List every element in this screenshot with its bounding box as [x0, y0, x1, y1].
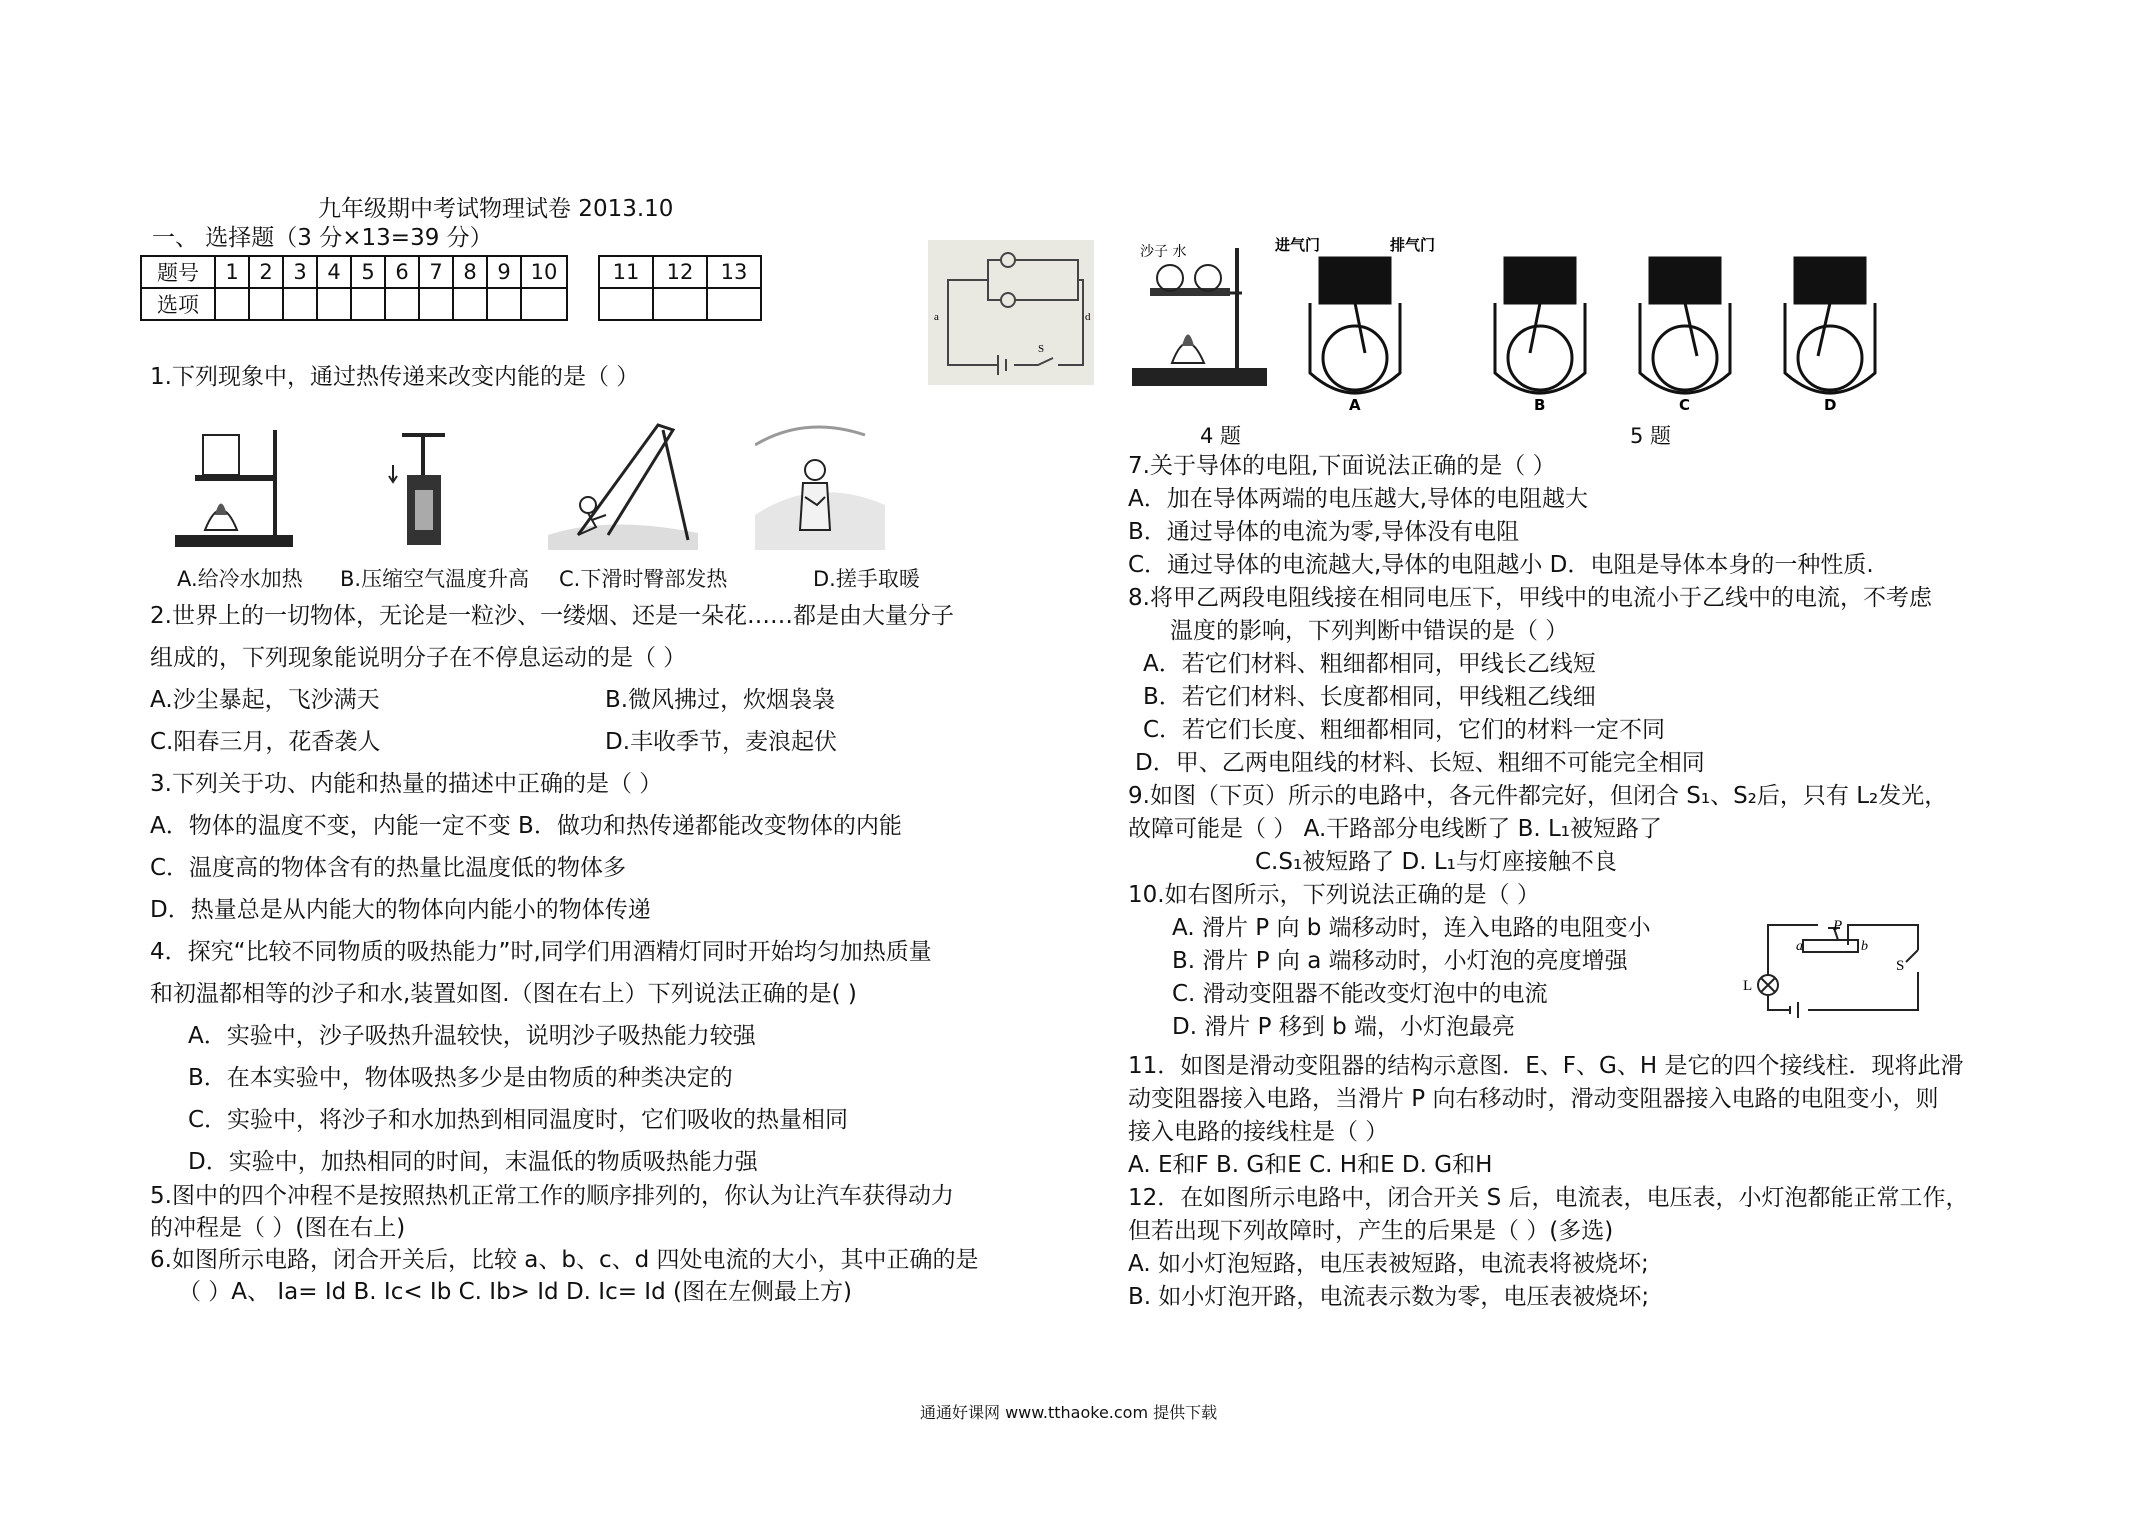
- question-number: 11: [599, 256, 653, 288]
- answer-cell[interactable]: [707, 288, 761, 320]
- q2-option-a: A.沙尘暴起，飞沙满天: [150, 687, 380, 713]
- question-number: 7: [419, 256, 453, 288]
- question-number: 13: [707, 256, 761, 288]
- answer-cell[interactable]: [249, 288, 283, 320]
- fig-label: D: [1824, 396, 1837, 413]
- q8-option-d: D．甲、乙两电阻线的材料、长短、粗细不可能完全相同: [1135, 750, 1705, 776]
- q12-option-a: A. 如小灯泡短路，电压表被短路，电流表将被烧坏;: [1128, 1251, 1649, 1277]
- answer-cell[interactable]: [283, 288, 317, 320]
- question-2-line1: 2.世界上的一切物体，无论是一粒沙、一缕烟、还是一朵花……都是由大量分子: [150, 603, 954, 629]
- q3-option-d: D．热量总是从内能大的物体向内能小的物体传递: [150, 897, 651, 923]
- q4-apparatus-figure: [1132, 228, 1267, 390]
- question-number: 1: [215, 256, 249, 288]
- q3-option-c: C．温度高的物体含有的热量比温度低的物体多: [150, 855, 627, 881]
- question-number: 6: [385, 256, 419, 288]
- fig-label: 沙子 水: [1140, 244, 1187, 260]
- fig-label: P: [1833, 918, 1843, 934]
- q10-option-b: B. 滑片 P 向 a 端移动时，小灯泡的亮度增强: [1172, 948, 1628, 974]
- question-8-line2: 温度的影响，下列判断中错误的是（ ）: [1170, 618, 1569, 644]
- question-4-line2: 和初温都相等的沙子和水,装置如图.（图在右上）下列说法正确的是( ): [150, 981, 857, 1007]
- question-number: 3: [283, 256, 317, 288]
- fig-label: d: [1085, 311, 1091, 323]
- question-6-line1: 6.如图所示电路，闭合开关后，比较 a、b、c、d 四处电流的大小，其中正确的是: [150, 1247, 979, 1273]
- question-9-line3: C.S₁被短路了 D. L₁与灯座接触不良: [1255, 849, 1617, 875]
- question-10: 10.如右图所示，下列说法正确的是（ ）: [1128, 882, 1540, 908]
- fig-label: 进气门: [1275, 236, 1321, 254]
- fig-label: a: [934, 311, 939, 323]
- q8-option-b: B．若它们材料、长度都相同，甲线粗乙线细: [1143, 684, 1596, 710]
- question-number: 4: [317, 256, 351, 288]
- q7-options-cd: C．通过导体的电流越大,导体的电阻越小 D．电阻是导体本身的一种性质.: [1128, 552, 1874, 578]
- fig-label: A: [1349, 396, 1361, 413]
- q1-image-b: [385, 420, 460, 550]
- question-1: 1.下列现象中，通过热传递来改变内能的是（ ）: [150, 364, 640, 390]
- q12-option-b: B. 如小灯泡开路，电流表示数为零，电压表被烧坏;: [1128, 1284, 1650, 1310]
- q10-option-d: D. 滑片 P 移到 b 端，小灯泡最亮: [1172, 1014, 1516, 1040]
- q8-option-c: C．若它们长度、粗细都相同，它们的材料一定不同: [1143, 717, 1666, 743]
- question-4-line1: 4．探究“比较不同物质的吸热能力”时,同学们用酒精灯同时开始均匀加热质量: [150, 939, 932, 965]
- q1-image-c: [548, 415, 698, 550]
- fig-label: C: [1679, 396, 1691, 413]
- question-12-line2: 但若出现下列故障时，产生的后果是（ ）(多选): [1128, 1218, 1614, 1244]
- question-12-line1: 12．在如图所示电路中，闭合开关 S 后，电流表，电压表，小灯泡都能正常工作，: [1128, 1185, 1969, 1211]
- question-6-line2: （ ）A、 Ia= Id B. Ic< Ib C. Ib> Id D. Ic= Id (图在左侧最上方): [178, 1279, 852, 1305]
- q10-option-a: A. 滑片 P 向 b 端移动时，连入电路的电阻变小: [1172, 915, 1651, 941]
- fig-label: S: [1038, 343, 1045, 355]
- q11-options: A. E和F B. G和E C. H和E D. G和H: [1128, 1152, 1493, 1178]
- fig-label: a: [1796, 939, 1803, 954]
- q5-engine-figure: [1275, 228, 1935, 413]
- answer-cell[interactable]: [521, 288, 567, 320]
- question-11-line1: 11．如图是滑动变阻器的结构示意图．E、F、G、H 是它的四个接线柱．现将此滑: [1128, 1053, 1964, 1079]
- question-3: 3.下列关于功、内能和热量的描述中正确的是（ ）: [150, 771, 663, 797]
- answer-cell[interactable]: [453, 288, 487, 320]
- q1-caption-a: A.给冷水加热: [177, 567, 303, 591]
- question-number: 8: [453, 256, 487, 288]
- q2-option-c: C.阳春三月，花香袭人: [150, 729, 381, 755]
- fig5-caption: 5 题: [1630, 424, 1672, 448]
- answer-cell[interactable]: [487, 288, 521, 320]
- question-number: 10: [521, 256, 567, 288]
- question-5-line2: 的冲程是（ ）(图在右上): [150, 1215, 406, 1241]
- question-2-line2: 组成的，下列现象能说明分子在不停息运动的是（ ）: [150, 645, 687, 671]
- question-9-line1: 9.如图（下页）所示的电路中，各元件都完好，但闭合 S₁、S₂后，只有 L₂发光，: [1128, 783, 1948, 809]
- q1-image-a: [175, 420, 293, 550]
- question-5-line1: 5.图中的四个冲程不是按照热机正常工作的顺序排列的，你认为让汽车获得动力: [150, 1183, 954, 1209]
- answer-cell[interactable]: [419, 288, 453, 320]
- q2-option-d: D.丰收季节，麦浪起伏: [605, 729, 838, 755]
- row-label: 选项: [141, 288, 215, 320]
- q2-option-b: B.微风拂过，炊烟袅袅: [605, 687, 836, 713]
- q4-option-d: D．实验中，加热相同的时间，末温低的物质吸热能力强: [188, 1149, 758, 1175]
- section-heading: 一、 选择题（3 分×13=39 分）: [152, 225, 493, 251]
- question-9-line2: 故障可能是（ ） A.干路部分电线断了 B. L₁被短路了: [1128, 816, 1663, 842]
- answer-cell[interactable]: [215, 288, 249, 320]
- question-number: 2: [249, 256, 283, 288]
- q10-option-c: C. 滑动变阻器不能改变灯泡中的电流: [1172, 981, 1548, 1007]
- question-number: 5: [351, 256, 385, 288]
- q7-option-b: B．通过导体的电流为零,导体没有电阻: [1128, 519, 1520, 545]
- question-number: 12: [653, 256, 707, 288]
- exam-title: 九年级期中考试物理试卷 2013.10: [318, 196, 674, 222]
- question-7: 7.关于导体的电阻,下面说法正确的是（ ）: [1128, 453, 1556, 479]
- answer-cell[interactable]: [317, 288, 351, 320]
- answer-table-2: [598, 255, 762, 321]
- fig-label: 排气门: [1390, 236, 1436, 254]
- q4-option-c: C．实验中，将沙子和水加热到相同温度时，它们吸收的热量相同: [188, 1107, 849, 1133]
- q10-circuit-figure: [1728, 910, 1933, 1030]
- q6-circuit-figure: [928, 240, 1094, 385]
- fig-label: B: [1534, 396, 1546, 413]
- q4-option-b: B．在本实验中，物体吸热多少是由物质的种类决定的: [188, 1065, 733, 1091]
- q1-caption-b: B.压缩空气温度升高: [340, 567, 530, 591]
- fig4-caption: 4 题: [1200, 424, 1242, 448]
- q1-caption-d: D.搓手取暖: [813, 567, 920, 591]
- q1-caption-c: C.下滑时臀部发热: [559, 567, 728, 591]
- answer-cell[interactable]: [385, 288, 419, 320]
- q7-option-a: A．加在导体两端的电压越大,导体的电阻越大: [1128, 486, 1589, 512]
- fig-label: L: [1743, 978, 1753, 994]
- answer-table: [140, 255, 568, 321]
- question-number: 9: [487, 256, 521, 288]
- footer-credit: 通通好课网 www.tthaoke.com 提供下载: [920, 1403, 1218, 1422]
- answer-cell[interactable]: [653, 288, 707, 320]
- fig-label: S: [1896, 958, 1905, 974]
- answer-cell[interactable]: [599, 288, 653, 320]
- answer-cell[interactable]: [351, 288, 385, 320]
- q8-option-a: A．若它们材料、粗细都相同，甲线长乙线短: [1143, 651, 1596, 677]
- question-11-line3: 接入电路的接线柱是（ ）: [1128, 1119, 1389, 1145]
- fig-label: b: [1861, 939, 1868, 954]
- row-label: 题号: [141, 256, 215, 288]
- question-11-line2: 动变阻器接入电路，当滑片 P 向右移动时，滑动变阻器接入电路的电阻变小，则: [1128, 1086, 1939, 1112]
- q3-options-ab: A．物体的温度不变，内能一定不变 B．做功和热传递都能改变物体的内能: [150, 813, 902, 839]
- question-8-line1: 8.将甲乙两段电阻线接在相同电压下，甲线中的电流小于乙线中的电流，不考虑: [1128, 585, 1932, 611]
- q4-option-a: A．实验中，沙子吸热升温较快，说明沙子吸热能力较强: [188, 1023, 756, 1049]
- q1-image-d: [755, 415, 885, 550]
